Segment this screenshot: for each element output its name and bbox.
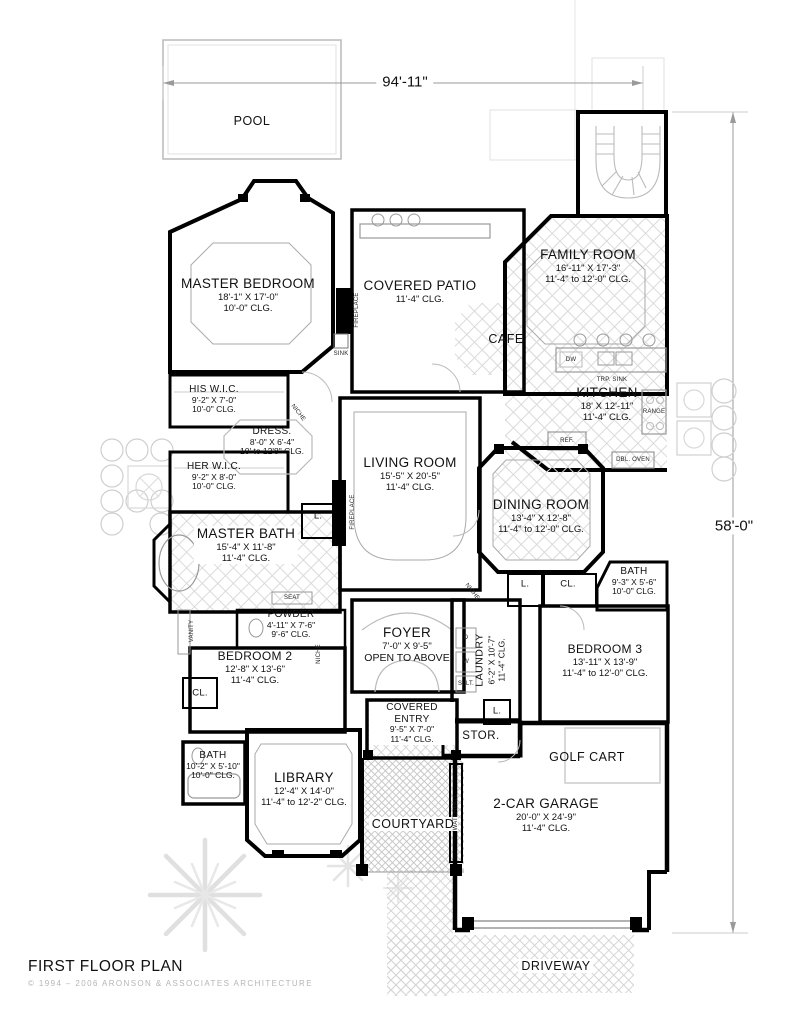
seat-label: SEAT — [283, 595, 301, 601]
kitchen-label: KITCHEN 18' X 12'-11" 11'-4" CLG. — [576, 385, 638, 423]
golf-cart-label: GOLF CART — [549, 750, 625, 764]
master-bath-label: MASTER BATH 15'-4" X 11'-8" 11'-4" CLG. — [194, 526, 298, 564]
refrigerator-label: REF. — [560, 438, 574, 444]
linen-label-laundry: L. — [492, 705, 502, 717]
dressing-label: DRESS. 8'-0" X 6'-4" 10' to 12'8" CLG. — [240, 426, 304, 457]
fireplace-living — [332, 480, 346, 546]
storage-label: STOR. — [462, 730, 500, 742]
triple-sink-label: TRP. SINK — [596, 377, 628, 383]
his-wic-label: HIS W.I.C. 9'-2" X 7'-0" 10'-0" CLG. — [189, 384, 239, 415]
foyer-label: FOYER 7'-0" X 9'-5" OPEN TO ABOVE — [364, 625, 450, 664]
laundry-tub-label: S. LT. — [457, 681, 475, 687]
washer-label: W — [463, 659, 469, 665]
living-room-walls — [340, 398, 480, 590]
entry-walk — [490, 110, 578, 160]
powder-toilet — [249, 619, 263, 637]
closet-left-label: CL. — [192, 687, 208, 699]
closet-label-hall: CL. — [560, 578, 576, 590]
double-oven-label: DBL. OVEN — [616, 457, 650, 463]
width-dimension: 94'-11" — [376, 74, 433, 91]
courtyard-floor — [362, 758, 464, 872]
covered-patio-label: COVERED PATIO 11'-4" CLG. — [363, 278, 477, 305]
bedroom2-label: BEDROOM 2 12'-8" X 13'-6" 11'-4" CLG. — [217, 649, 293, 686]
stair-landing-walk — [592, 58, 664, 112]
pool-label: POOL — [233, 114, 271, 128]
copyright-line: © 1994 – 2006 ARONSON & ASSOCIATES ARCHITECTURE — [28, 979, 313, 988]
powder-label: POWDER 4'-11" X 7'-6" 9'-6" CLG. — [266, 609, 316, 640]
waterfall-label: WATERFALL — [453, 793, 459, 831]
living-room-label: LIVING ROOM 15'-5" X 20'-5" 11'-4" CLG. — [363, 455, 457, 493]
pool — [163, 40, 341, 159]
courtyard-label: COURTYARD — [369, 817, 458, 831]
dishwasher-label: DW — [565, 357, 577, 363]
planting-left — [101, 439, 173, 535]
fern-large — [150, 840, 260, 950]
family-room-label: FAMILY ROOM 16'-11" X 17'-3" 11'-4" to 12'-0" CLG. — [540, 247, 636, 285]
range-label: RANGE — [642, 409, 666, 415]
linen-label-masterbath: L. — [313, 510, 323, 522]
niche-label-dress: NICHE — [289, 403, 307, 423]
cafe-label: CAFE — [488, 332, 524, 346]
master-bedroom-label: MASTER BEDROOM 18'-1" X 17'-0" 10'-0" CLG. — [181, 276, 315, 314]
dryer-label: D — [463, 635, 469, 641]
her-wic-label: HER W.I.C. 9'-2" X 8'-0" 10'-0" CLG. — [186, 461, 242, 492]
bedroom3-label: BEDROOM 3 13'-11" X 13'-9" 11'-4" to 12'-0" CLG. — [562, 642, 648, 679]
library-label: LIBRARY 12'-4" X 14'-0" 11'-4" to 12'-2" CLG. — [261, 770, 347, 808]
patio-sink-label: SINK — [333, 351, 349, 357]
laundry-label: LAUNDRY 6'-2" X 10'-7" 11'-4" CLG. — [473, 633, 507, 687]
bath3-label: BATH 9'-3" X 5'-6" 10'-0" CLG. — [611, 566, 657, 597]
patio-sink — [334, 334, 348, 348]
height-dimension: 58'-0" — [709, 518, 759, 535]
fireplace-patio — [336, 288, 351, 334]
covered-entry-label: COVERED ENTRY 9'-5" X 7'-0" 11'-4" CLG. — [369, 702, 455, 745]
tub-bay — [154, 524, 170, 602]
planting-right — [677, 379, 736, 481]
vanity-label: VANITY — [189, 619, 195, 643]
curved-staircase — [596, 126, 660, 198]
niche-label-foyer: NICHE — [463, 582, 481, 602]
fireplace-living-label: FIREPLACE — [350, 494, 356, 530]
garage-label: 2-CAR GARAGE 20'-0" X 24'-9" 11'-4" CLG. — [493, 796, 599, 834]
page-title: FIRST FLOOR PLAN — [28, 958, 183, 975]
stair-hall-walls — [578, 112, 666, 216]
fireplace-patio-label: FIREPLACE — [354, 292, 360, 328]
linen-label-hall: L. — [520, 578, 530, 590]
bath2-label: BATH 10'-2" X 5'-10" 10'-0" CLG. — [186, 750, 240, 781]
niche-label-hall: NICHE — [316, 644, 322, 664]
driveway-paving — [387, 935, 634, 993]
driveway-label: DRIVEWAY — [518, 959, 593, 973]
dining-room-label: DINING ROOM 13'-4" X 12'-8" 11'-4" to 12'-0" CLG. — [492, 497, 590, 535]
